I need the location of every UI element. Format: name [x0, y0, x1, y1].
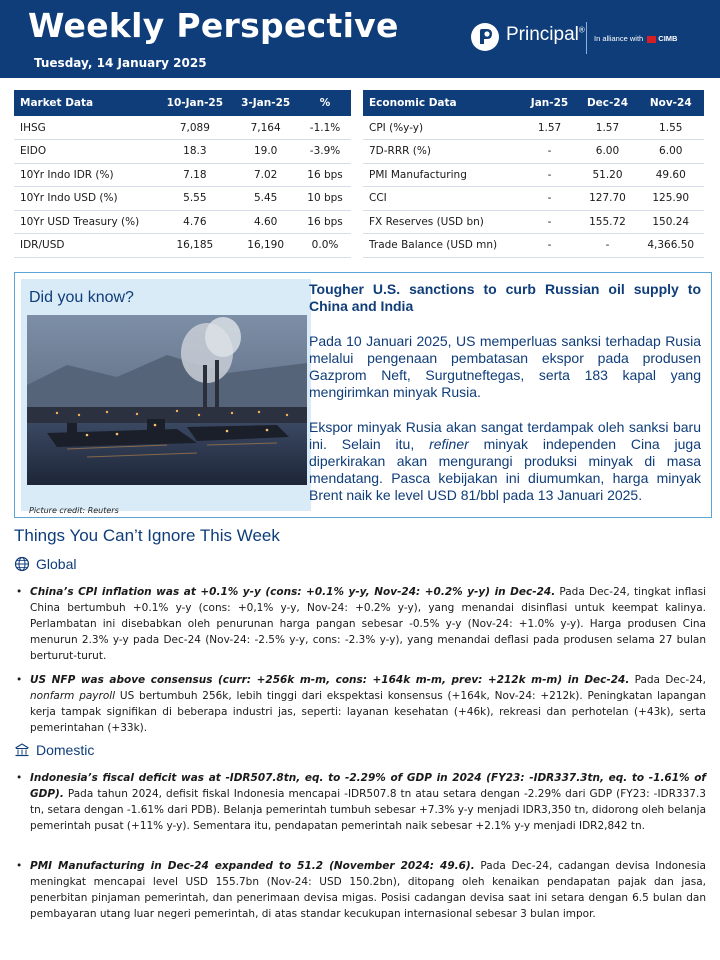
did-you-know-panel [21, 279, 311, 515]
news-bullet: • Indonesia’s fiscal deficit was at -IDR507.8tn, eq. to -2.29% of GDP in 2024 (FY23: -IDR337.3tn, eq. to -1.61% of GDP). Pada tahun 2024, defisit fiskal Indonesia mencapai -IDR507.8 tn atau setara dengan -2.29% dari GDP (FY23: -IDR337.3 tn, setara dengan -1.61% dari PDB). Belanja pemerintah tumbuh sebesar +7.3% y-y menjadi IDR3,350 tn, didorong oleh belanja pemerintah pusat (+11% y-y). Sementara itu, pendapatan pemerintah naik sebesar +2.1% y-y menjadi IDR2,842 tn. [16, 772, 707, 832]
row-label: FX Reserves (USD bn) [363, 210, 522, 234]
did-you-know-paragraph: Pada 10 Januari 2025, US memperluas sanksi terhadap Rusia melalui pengenaan pembatasan ekspor pada produsen Gazprom Neft, Surgutneftegas, serta 183 kapal yang mengirimkan minyak Rusia. [309, 333, 701, 400]
economic-data-table [363, 90, 704, 258]
column-header: Jan-25 [522, 90, 578, 116]
row-label: 10Yr Indo IDR (%) [14, 163, 157, 187]
brand-name: Principal® [506, 24, 585, 45]
row-label: PMI Manufacturing [363, 163, 522, 187]
refinery-photo [27, 315, 307, 485]
table-row [363, 140, 704, 164]
market-data-table [14, 90, 351, 258]
row-label: 10Yr Indo USD (%) [14, 187, 157, 211]
row-label: CCI [363, 187, 522, 211]
table-row [363, 210, 704, 234]
table-header-row [14, 90, 351, 116]
subsection-label: Domestic [36, 742, 95, 758]
bullet-icon: • [16, 772, 23, 784]
did-you-know-headline: Tougher U.S. sanctions to curb Russian oil supply to China and India [309, 281, 701, 314]
row-label: EIDO [14, 140, 157, 164]
table-cell: 7,089 [157, 116, 232, 140]
bullet-icon: • [16, 586, 23, 598]
table-header-row [363, 90, 704, 116]
subsection-global [14, 556, 76, 572]
table-row [363, 116, 704, 140]
table-row [14, 210, 351, 234]
table-cell: - [522, 234, 578, 258]
table-cell: 1.57 [522, 116, 578, 140]
table-cell: 18.3 [157, 140, 232, 164]
table-cell: 6.00 [577, 140, 637, 164]
column-header: Dec-24 [577, 90, 637, 116]
did-you-know-box [14, 272, 712, 518]
table-cell: -1.1% [299, 116, 351, 140]
table-row [363, 234, 704, 258]
row-label: IDR/USD [14, 234, 157, 258]
brand-divider [586, 22, 587, 54]
table-cell: 0.0% [299, 234, 351, 258]
table-cell: - [522, 163, 578, 187]
column-header: % [299, 90, 351, 116]
header-banner [0, 0, 720, 78]
table-cell: - [522, 140, 578, 164]
table-row [14, 116, 351, 140]
table-cell: - [522, 210, 578, 234]
row-label: 7D-RRR (%) [363, 140, 522, 164]
news-bullet: • US NFP was above consensus (curr: +256k m-m, cons: +164k m-m, prev: +212k m-m) in Dec-24. Pada Dec-24, nonfarm payroll US bertumbuh 256k, lebih tinggi dari ekspektasi konsensus (+164k, Nov-24: +212k). Peningkatan lapangan kerja tampak signifikan di beberapa industri jas, seperti: layanan kesehatan (+46k), rekreasi dan perhotelan (+43k), serta pemerintahan (+33k). [16, 674, 707, 734]
table-cell: 150.24 [637, 210, 704, 234]
column-header: 3-Jan-25 [232, 90, 299, 116]
table-cell: 155.72 [577, 210, 637, 234]
table-cell: 16,190 [232, 234, 299, 258]
bullet-icon: • [16, 674, 23, 686]
row-label: IHSG [14, 116, 157, 140]
table-row [14, 140, 351, 164]
table-row [14, 163, 351, 187]
table-cell: 19.0 [232, 140, 299, 164]
table-cell: 16,185 [157, 234, 232, 258]
row-label: CPI (%y-y) [363, 116, 522, 140]
row-label: 10Yr USD Treasury (%) [14, 210, 157, 234]
table-cell: 7,164 [232, 116, 299, 140]
table-cell: 6.00 [637, 140, 704, 164]
did-you-know-paragraph: Ekspor minyak Rusia akan sangat terdampak oleh sanksi baru ini. Selain itu, refiner minyak independen Cina juga diperkirakan akan mengurangi produksi minyak di masa mendatang. Pasca kebijakan ini diumumkan, harga minyak Brent naik ke level USD 81/bbl pada 13 Januari 2025. [309, 419, 701, 503]
table-cell: - [577, 234, 637, 258]
principal-logo-icon [470, 22, 500, 52]
table-cell: 7.18 [157, 163, 232, 187]
table-cell: -3.9% [299, 140, 351, 164]
globe-icon [14, 556, 30, 572]
table-cell: 5.55 [157, 187, 232, 211]
table-cell: 4.60 [232, 210, 299, 234]
table-cell: 10 bps [299, 187, 351, 211]
table-cell: 5.45 [232, 187, 299, 211]
news-bullet: • PMI Manufacturing in Dec-24 expanded to 51.2 (November 2024: 49.6). Pada Dec-24, cadangan devisa Indonesia meningkat mencapai level USD 155.7bn (Nov-24: USD 150.2bn), ditopang oleh kenaikan pendapatan pajak dan jasa, penerbitan pinjaman pemerintah, dan penerimaan devisa migas. Posisi cadangan devisa saat ini setara dengan 6.5 bulan dan pembayaran utang luar negeri pemerintah, di atas standar kecukupan internasional sebesar 3 bulan impor. [16, 860, 706, 920]
news-bullet: • China’s CPI inflation was at +0.1% y-y (cons: +0.1% y-y, Nov-24: +0.2% y-y) in Dec-24. Pada Dec-24, tingkat inflasi China bertumbuh +0.1% y-y (cons: +0,1% y-y, Nov-24: +0.2% y-y), yang menandai disinflasi untuk keempat kalinya. Perlambatan ini disebabkan oleh penurunan harga pangan sebesar -0.5% y-y (Nov-24: +1.0% y-y). Harga produsen Cina menurun 2.3% y-y pada Dec-24 (Nov-24: -2.5% y-y, cons: -2.3% y-y), yang menandai deflasi pada produsen selama 27 bulan berturut-turut. [16, 586, 707, 662]
column-header: Nov-24 [637, 90, 704, 116]
table-cell: 125.90 [637, 187, 704, 211]
column-header: Market Data [14, 90, 157, 116]
table-cell: 127.70 [577, 187, 637, 211]
table-row [363, 187, 704, 211]
table-cell: 49.60 [637, 163, 704, 187]
table-row [14, 187, 351, 211]
table-cell: 4,366.50 [637, 234, 704, 258]
table-cell: 4.76 [157, 210, 232, 234]
table-cell: 16 bps [299, 210, 351, 234]
table-cell: 51.20 [577, 163, 637, 187]
table-cell: 7.02 [232, 163, 299, 187]
table-cell: 1.55 [637, 116, 704, 140]
column-header: Economic Data [363, 90, 522, 116]
alliance-text: In alliance with CIMB [594, 34, 678, 43]
bullet-icon: • [16, 860, 23, 872]
subsection-domestic [14, 742, 94, 758]
photo-credit: Picture credit: Reuters [29, 506, 119, 515]
column-header: 10-Jan-25 [157, 90, 232, 116]
building-icon [14, 742, 30, 758]
table-cell: - [522, 187, 578, 211]
table-row [363, 163, 704, 187]
table-row [14, 234, 351, 258]
subsection-label: Global [36, 556, 77, 572]
cimb-logo-icon [647, 36, 656, 43]
table-cell: 16 bps [299, 163, 351, 187]
did-you-know-title: Did you know? [29, 289, 134, 306]
table-cell: 1.57 [577, 116, 637, 140]
publish-date: Tuesday, 14 January 2025 [34, 56, 207, 70]
row-label: Trade Balance (USD mn) [363, 234, 522, 258]
page-title: Weekly Perspective [28, 6, 399, 45]
section-title: Things You Can’t Ignore This Week [14, 526, 280, 545]
